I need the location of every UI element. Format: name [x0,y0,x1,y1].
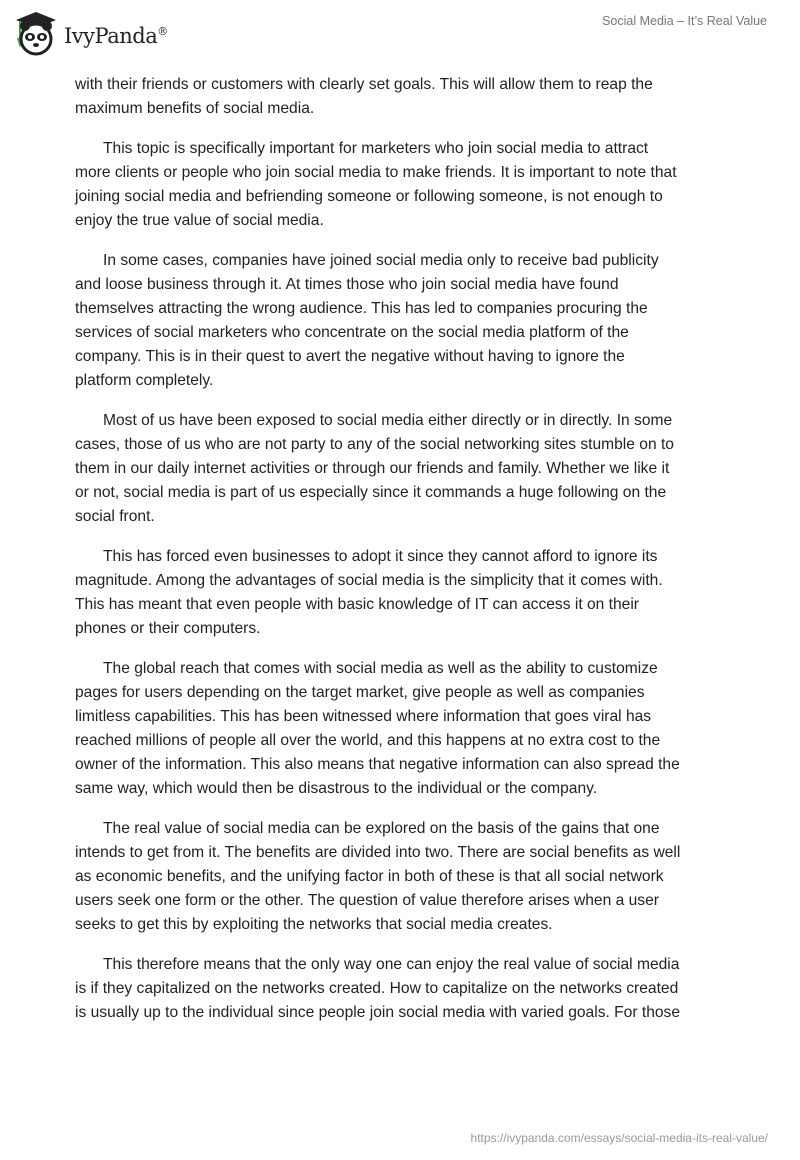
text-line: seeks to get this by exploiting the networks that social media creates. [75,916,553,933]
text-line: them in our daily internet activities or through our friends and family. Whether we like it [75,460,670,477]
paragraph [75,73,755,121]
text-line: cases, those of us who are not party to any of the social networking sites stumble on to [75,436,674,453]
paragraph [75,409,755,529]
text-line: joining social media and befriending someone or following someone, is not enough to [75,188,663,205]
panda-graduate-icon [12,8,60,58]
document-title: Social Media – It’s Real Value [602,14,767,28]
text-line: social front. [75,508,155,525]
text-line: company. This is in their quest to avert the negative without having to ignore the [75,348,625,365]
essay-body [75,73,755,1041]
text-line: is usually up to the individual since people join social media with varied goals. For those [75,1004,681,1021]
text-line: This has meant that even people with basic knowledge of IT can access it on their [75,596,640,613]
logo-wordmark: IvyPanda® [64,24,168,48]
text-line: owner of the information. This also means that negative information can also spread the [75,756,680,773]
text-line: platform completely. [75,372,214,389]
ivypanda-logo[interactable] [12,8,168,58]
paragraph [75,545,755,641]
text-line: The real value of social media can be explored on the basis of the gains that one [103,820,660,837]
text-line: themselves attracting the wrong audience. This has led to companies procuring the [75,300,648,317]
text-line: phones or their computers. [75,620,261,637]
paragraph [75,817,755,937]
text-line: more clients or people who join social media to make friends. It is important to note that [75,164,677,181]
text-line: pages for users depending on the target market, give people as well as companies [75,684,645,701]
text-line: The global reach that comes with social media as well as the ability to customize [103,660,658,677]
text-line: reached millions of people all over the world, and this happens at no extra cost to the [75,732,661,749]
text-line: is if they capitalized on the networks created. How to capitalize on the networks created [75,980,679,997]
text-line: users seek one form or the other. The question of value therefore arises when a user [75,892,659,909]
text-line: with their friends or customers with clearly set goals. This will allow them to reap the [75,76,653,93]
text-line: services of social marketers who concentrate on the social media platform of the [75,324,629,341]
text-line: maximum benefits of social media. [75,100,315,117]
paragraph [75,953,755,1025]
text-line: enjoy the true value of social media. [75,212,324,229]
text-line: and loose business through it. At times those who join social media have found [75,276,619,293]
paragraph [75,249,755,393]
text-line: This therefore means that the only way one can enjoy the real value of social media [103,956,680,973]
source-url[interactable]: https://ivypanda.com/essays/social-media-its-real-value/ [470,1131,768,1145]
text-line: intends to get from it. The benefits are divided into two. There are social benefits as well [75,844,681,861]
text-line: as economic benefits, and the unifying factor in both of these is that all social network [75,868,664,885]
text-line: Most of us have been exposed to social media either directly or in directly. In some [103,412,673,429]
text-line: same way, which would then be disastrous to the individual or the company. [75,780,598,797]
text-line: magnitude. Among the advantages of social media is the simplicity that it comes with. [75,572,663,589]
text-line: This topic is specifically important for marketers who join social media to attract [103,140,649,157]
text-line: or not, social media is part of us especially since it commands a huge following on the [75,484,667,501]
text-line: This has forced even businesses to adopt it since they cannot afford to ignore its [103,548,658,565]
text-line: limitless capabilities. This has been witnessed where information that goes viral has [75,708,652,725]
paragraph [75,137,755,233]
paragraph [75,657,755,801]
text-line: In some cases, companies have joined social media only to receive bad publicity [103,252,659,269]
